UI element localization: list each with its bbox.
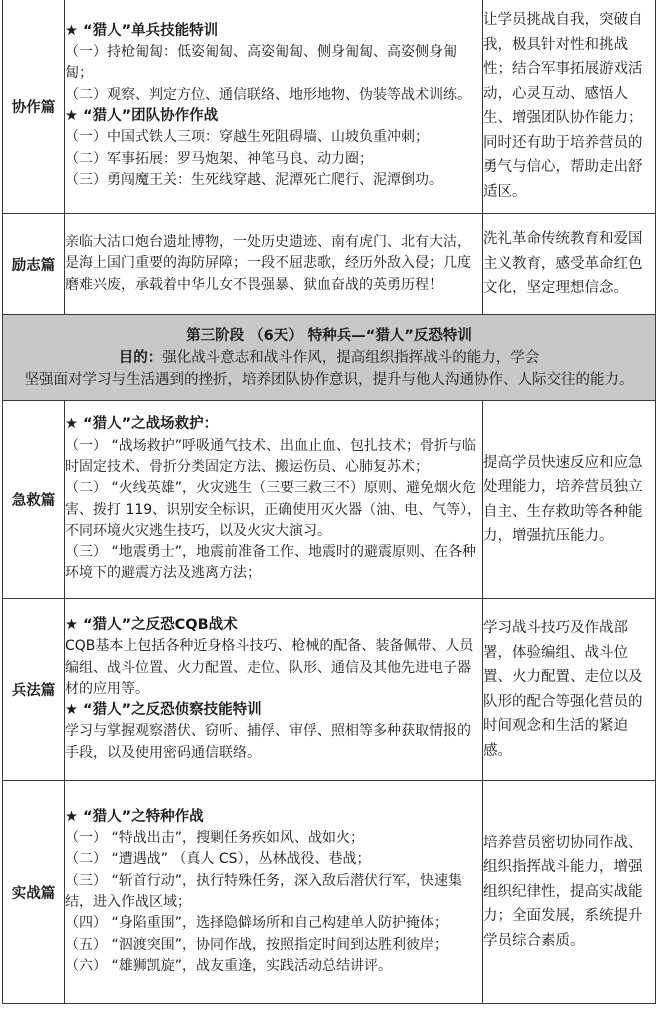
section-heading: ★ “猎人”单兵技能特训: [65, 22, 219, 39]
content-line: （二） “遭遇战” （真人 CS），丛林战役、巷战；: [65, 851, 371, 868]
content-line: （二）军事拓展：罗马炮架、神笔马良、动力圈；: [65, 150, 373, 167]
content-line: （三）勇闯魔王关：生死线穿越、泥潭死亡爬行、泥潭倒功。: [65, 171, 443, 188]
purpose-text-continued: 坚强面对学习与生活遇到的挫折，培养团队协作意识，提升与他人沟通协作、人际交往的能力。: [24, 371, 634, 388]
goal-cell: 提高学员快速反应和应急处理能力，培养营员独立自主、生存救助等各种能力，增强抗压能力。: [483, 401, 656, 599]
content-line: （六） “雄狮凯旋”，战友重逢，实践活动总结讲评。: [65, 957, 392, 974]
content-line: （四） “身陷重围”，选择隐僻场所和自己构建单人防护掩体；: [65, 915, 448, 932]
content-cell: [65, 781, 483, 1004]
content-line: （二）观察、判定方位、通信联络、地形地物、伪装等战术训练。: [65, 86, 471, 103]
content-line: （三） “地震勇士”，地震前准备工作、地震时的避震原则、在各种环境下的避震方法及逃离方法；: [65, 544, 476, 582]
purpose-text: 强化战斗意志和战斗作风，提高组织指挥战斗的能力，学会: [162, 349, 540, 366]
section-heading: ★ “猎人”之反恐侦察技能特训: [65, 702, 262, 719]
phase-header-row: [3, 315, 656, 401]
content-line: （三） “斩首行动”，执行特殊任务，深入敌后潜伏行军，快速集结，进入作战区域；: [65, 872, 462, 910]
goal-cell: 让学员挑战自我，突破自我，极具针对性和挑战性；结合军事拓展游戏活动，心灵互动、感悟人生、增强团队协作能力；同时还有助于培养营员的勇气与信心，帮助走出舒适区。: [483, 0, 656, 214]
section-heading: ★ “猎人”之战场救护：: [65, 416, 219, 433]
content-line: （五） “泅渡突围”，协同作战，按照指定时间到达胜利彼岸；: [65, 936, 448, 953]
purpose-label: 目的：: [118, 349, 163, 366]
table-row-first-aid: [3, 401, 656, 599]
phase-cell: [3, 315, 656, 401]
content-line: （一）中国式铁人三项：穿越生死阻碍墙、山坡负重冲刺；: [65, 129, 429, 146]
category-cell: 兵法篇: [3, 599, 65, 781]
table-row-combat: [3, 781, 656, 1004]
goal-cell: 培养营员密切协同作战、组织指挥战斗能力，增强组织纪律性，提高实战能力；全面发展，系统提升学员综合素质。: [483, 781, 656, 1004]
content-line: （一） “战场救护”呼吸通气技术、出血止血、包扎技术；骨折与临时固定技术、骨折分类固定方法、搬运伤员、心肺复苏术；: [65, 437, 476, 475]
training-plan-table: [2, 0, 656, 1004]
content-cell: [65, 401, 483, 599]
goal-cell: 学习战斗技巧及作战部署，体验编组、战斗位置、火力配置、走位以及队形的配合等强化营员的时间观念和生活的紧迫感。: [483, 599, 656, 781]
table-row-tactics: [3, 599, 656, 781]
category-cell: 协作篇: [3, 0, 65, 214]
category-cell: 励志篇: [3, 214, 65, 315]
content-cell: 亲临大沽口炮台遗址博物，一处历史遗迹、南有虎门、北有大沽， 是海上国门重要的海防屏障；一段不屈悲歌，经历外敌入侵；几度磨难兴废，承载着中华儿女不畏强暴、狱血奋战的英勇历程！: [65, 214, 483, 315]
content-cell: [65, 599, 483, 781]
table-row-inspiration: [3, 214, 656, 315]
content-line: CQB基本上包括各种近身格斗技巧、枪械的配备、装备佩带、人员编组、战斗位置、火力配置、走位、队形、通信及其他先进电子器材的应用等。: [65, 638, 474, 697]
section-heading: ★ “猎人”之特种作战: [65, 808, 204, 825]
category-cell: 急救篇: [3, 401, 65, 599]
table-row-cooperation: [3, 0, 656, 214]
content-line: 学习与掌握观察潜伏、窃听、捕俘、审俘、照相等多种获取情报的手段，以及使用密码通信联络。: [65, 723, 471, 761]
content-line: （二） “火线英雄”，火灾逃生（三要三救三不）原则、避免烟火危害、拨打 119、识别安全标识，正确使用灭火器（油、电、气等），不同环境火灾逃生技巧，以及火灾大演习。: [65, 480, 482, 539]
section-heading: ★ “猎人”团队协作作战: [65, 108, 219, 124]
category-cell: 实战篇: [3, 781, 65, 1004]
goal-cell: 洗礼革命传统教育和爱国主义教育，感受革命红色文化，坚定理想信念。: [483, 214, 656, 315]
section-heading: ★ “猎人”之反恐CQB战术: [65, 616, 238, 633]
purpose-line: [119, 350, 540, 366]
content-cell: [65, 0, 483, 214]
content-line: （一）持枪匍匐：低姿匍匐、高姿匍匐、侧身匍匐、高姿侧身匍匐；: [65, 44, 457, 82]
phase-title: 第三阶段 （6天） 特种兵—“猎人”反恐特训: [186, 327, 472, 344]
content-line: （一） “特战出击”，搜剿任务疾如风、战如火；: [65, 830, 364, 847]
